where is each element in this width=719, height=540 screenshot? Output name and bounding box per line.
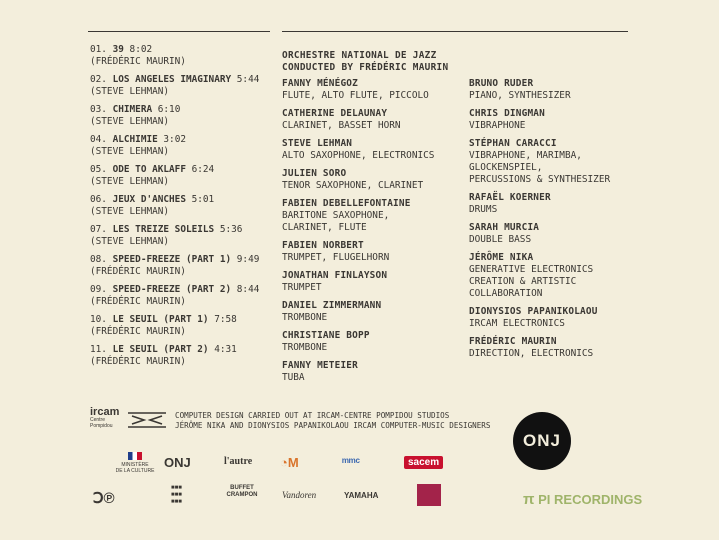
musician-role: IRCAM ELECTRONICS — [469, 318, 565, 329]
track-item — [90, 164, 259, 188]
track-line — [90, 314, 259, 326]
musician-name: SARAH MURCIA — [469, 222, 540, 233]
track-duration: 5:01 — [191, 194, 215, 205]
sacem-logo — [404, 456, 443, 469]
top-rule-left — [88, 31, 270, 32]
credit-line: COMPUTER DESIGN CARRIED OUT AT IRCAM-CENTRE POMPIDOU STUDIOS — [175, 411, 450, 420]
buffet-crampon-logo — [222, 485, 262, 499]
pi-recordings-logo — [523, 491, 642, 508]
musique-logo-icon — [417, 484, 441, 506]
top-rule-right — [282, 31, 628, 32]
musician-role: GENERATIVE ELECTRONICS CREATION & ARTISTIC COLLABORATION — [469, 264, 594, 299]
track-composer: (FRÉDÉRIC MAURIN) — [90, 266, 186, 277]
studio-credits — [175, 411, 490, 431]
square-logo-icon: ■■■ ■■■ ■■■ — [171, 485, 182, 505]
track-number: 02. — [90, 74, 107, 85]
track-composer: (FRÉDÉRIC MAURIN) — [90, 56, 186, 67]
track-title: LES TREIZE SOLEILS — [112, 224, 215, 235]
musician-name: FANNY MÉNÉGOZ — [282, 78, 358, 89]
track-composer: (FRÉDÉRIC MAURIN) — [90, 296, 186, 307]
track-line — [90, 224, 259, 236]
track-duration: 8:44 — [236, 284, 260, 295]
musician-name: STÉPHAN CARACCI — [469, 138, 557, 149]
orchestra-column-left — [282, 50, 448, 390]
track-duration: 5:36 — [219, 224, 243, 235]
onj-logo — [513, 412, 571, 470]
musician-role: TRUMPET — [282, 282, 322, 293]
musician-item — [469, 336, 610, 360]
track-title: ALCHIMIE — [112, 134, 158, 145]
musician-role: BARITONE SAXOPHONE, CLARINET, FLUTE — [282, 210, 390, 233]
french-flag-icon — [128, 452, 142, 460]
track-line — [90, 104, 259, 116]
musician-role: TROMBONE — [282, 312, 328, 323]
musician-item — [469, 108, 610, 132]
musician-name: FABIEN DEBELLEFONTAINE — [282, 198, 411, 209]
track-line — [90, 194, 259, 206]
pi-recordings-logo-text: PI RECORDINGS — [538, 492, 643, 507]
track-item — [90, 194, 259, 218]
musician-role: CLARINET, BASSET HORN — [282, 120, 401, 131]
lautre-logo-text: l'autre — [224, 456, 253, 467]
track-line — [90, 344, 259, 356]
musician-role: VIBRAPHONE, MARIMBA, GLOCKENSPIEL, PERCUSSIONS & SYNTHESIZER — [469, 150, 611, 185]
ministere-logo-text: MINISTÈRE DE LA CULTURE — [115, 462, 155, 474]
musician-item — [469, 306, 610, 330]
region-logo-icon: Ↄ℗ — [93, 490, 115, 507]
onj-records-logo — [164, 455, 191, 470]
track-item — [90, 74, 259, 98]
musician-name: CATHERINE DELAUNAY — [282, 108, 388, 119]
vandoren-logo — [282, 490, 316, 500]
musician-item — [469, 222, 610, 246]
track-title: ODE TO AKLAFF — [112, 164, 186, 175]
onj-records-logo-text: ONJ — [164, 455, 191, 470]
track-line — [90, 74, 259, 86]
musician-item — [469, 138, 610, 186]
studio-logo-icon — [128, 410, 166, 430]
track-composer: (STEVE LEHMAN) — [90, 176, 170, 187]
track-duration: 7:58 — [214, 314, 237, 325]
track-number: 09. — [90, 284, 107, 295]
track-duration: 6:10 — [157, 104, 181, 115]
track-number: 08. — [90, 254, 107, 265]
track-composer: (STEVE LEHMAN) — [90, 146, 170, 157]
track-title: JEUX D'ANCHES — [112, 194, 186, 205]
musicians-right — [469, 78, 610, 366]
track-line — [90, 254, 259, 266]
musician-item — [282, 198, 448, 234]
musician-role: TROMBONE — [282, 342, 328, 353]
musician-item — [282, 108, 448, 132]
track-item — [90, 284, 259, 308]
musician-item — [469, 78, 610, 102]
track-number: 01. — [90, 44, 107, 55]
musician-name: STEVE LEHMAN — [282, 138, 353, 149]
ministere-logo — [110, 452, 160, 474]
musician-name: CHRIS DINGMAN — [469, 108, 545, 119]
track-title: LE SEUIL (PART 1) — [112, 314, 209, 325]
track-item — [90, 254, 259, 278]
ircam-logo-text: ircam — [90, 406, 120, 418]
track-title: LE SEUIL (PART 2) — [112, 344, 209, 355]
musician-item — [282, 78, 448, 102]
musician-name: JULIEN SORO — [282, 168, 347, 179]
track-number: 10. — [90, 314, 107, 325]
track-number: 11. — [90, 344, 107, 355]
track-title: SPEED-FREEZE (PART 2) — [112, 284, 232, 295]
track-composer: (FRÉDÉRIC MAURIN) — [90, 356, 186, 367]
track-duration: 3:02 — [163, 134, 186, 145]
musician-role: ALTO SAXOPHONE, ELECTRONICS — [282, 150, 435, 161]
track-duration: 5:44 — [236, 74, 260, 85]
musician-role: DRUMS — [469, 204, 498, 215]
track-composer: (FRÉDÉRIC MAURIN) — [90, 326, 186, 337]
musician-item — [282, 330, 448, 354]
tracklist — [90, 44, 259, 374]
musician-item — [282, 240, 448, 264]
track-composer: (STEVE LEHMAN) — [90, 86, 170, 97]
track-item — [90, 134, 259, 158]
vandoren-logo-text: Vandoren — [282, 490, 317, 500]
track-composer: (STEVE LEHMAN) — [90, 116, 170, 127]
track-duration: 4:31 — [214, 344, 237, 355]
track-line — [90, 284, 259, 296]
pi-icon: π — [523, 491, 535, 508]
track-duration: 8:02 — [129, 44, 153, 55]
track-item — [90, 344, 259, 368]
lautre-logo — [224, 456, 252, 467]
track-title: SPEED-FREEZE (PART 1) — [112, 254, 232, 265]
track-duration: 6:24 — [191, 164, 215, 175]
musician-item — [282, 300, 448, 324]
cnm-logo-icon: ◔M — [280, 455, 299, 470]
track-title: CHIMERA — [112, 104, 153, 115]
ircam-logo — [90, 407, 119, 429]
track-line — [90, 44, 259, 56]
track-number: 03. — [90, 104, 107, 115]
musician-item — [282, 360, 448, 384]
yamaha-logo-text: YAMAHA — [344, 491, 379, 500]
musicians-left — [282, 78, 448, 384]
musician-role: PIANO, SYNTHESIZER — [469, 90, 571, 101]
ircam-logo-subtext: Centre Pompidou — [90, 417, 113, 429]
track-item — [90, 104, 259, 128]
track-line — [90, 134, 259, 146]
musician-role: TRUMPET, FLUGELHORN — [282, 252, 390, 263]
orchestra-heading: ORCHESTRE NATIONAL DE JAZZ CONDUCTED BY FRÉDÉRIC MAURIN — [282, 50, 449, 73]
track-number: 04. — [90, 134, 107, 145]
sacem-logo-text: sacem — [408, 457, 440, 468]
musician-role: VIBRAPHONE — [469, 120, 526, 131]
track-item — [90, 224, 259, 248]
musician-role: TUBA — [282, 372, 305, 383]
musician-role: DOUBLE BASS — [469, 234, 532, 245]
track-number: 05. — [90, 164, 107, 175]
musician-name: RAFAËL KOERNER — [469, 192, 551, 203]
musician-item — [469, 252, 610, 300]
musician-role: DIRECTION, ELECTRONICS — [469, 348, 594, 359]
track-title: LOS ANGELES IMAGINARY — [112, 74, 232, 85]
musician-name: JONATHAN FINLAYSON — [282, 270, 388, 281]
musician-role: FLUTE, ALTO FLUTE, PICCOLO — [282, 90, 429, 101]
musician-name: JÉRÔME NIKA — [469, 252, 534, 263]
musician-name: CHRISTIANE BOPP — [282, 330, 370, 341]
track-duration: 9:49 — [236, 254, 260, 265]
track-item — [90, 314, 259, 338]
track-title: 39 — [112, 44, 124, 55]
musician-item — [469, 192, 610, 216]
track-line — [90, 164, 259, 176]
mmc-logo-icon: ᵐᵐᶜ — [342, 455, 361, 469]
track-number: 06. — [90, 194, 107, 205]
musician-name: BRUNO RUDER — [469, 78, 534, 89]
musician-name: FRÉDÉRIC MAURIN — [469, 336, 557, 347]
musician-name: DANIEL ZIMMERMANN — [282, 300, 382, 311]
credit-line: JÉRÔME NIKA AND DIONYSIOS PAPANIKOLAOU IRCAM COMPUTER-MUSIC DESIGNERS — [175, 421, 491, 430]
track-composer: (STEVE LEHMAN) — [90, 236, 170, 247]
track-item — [90, 44, 259, 68]
musician-role: TENOR SAXOPHONE, CLARINET — [282, 180, 424, 191]
musician-item — [282, 270, 448, 294]
musician-item — [282, 138, 448, 162]
track-number: 07. — [90, 224, 107, 235]
track-composer: (STEVE LEHMAN) — [90, 206, 170, 217]
yamaha-logo — [344, 491, 378, 500]
musician-name: FANNY METEIER — [282, 360, 358, 371]
onj-logo-text: ONJ — [523, 431, 561, 450]
musician-item — [282, 168, 448, 192]
musician-name: DIONYSIOS PAPANIKOLAOU — [469, 306, 598, 317]
buffet-crampon-logo-text: BUFFET CRAMPON — [226, 485, 258, 498]
musician-name: FABIEN NORBERT — [282, 240, 364, 251]
